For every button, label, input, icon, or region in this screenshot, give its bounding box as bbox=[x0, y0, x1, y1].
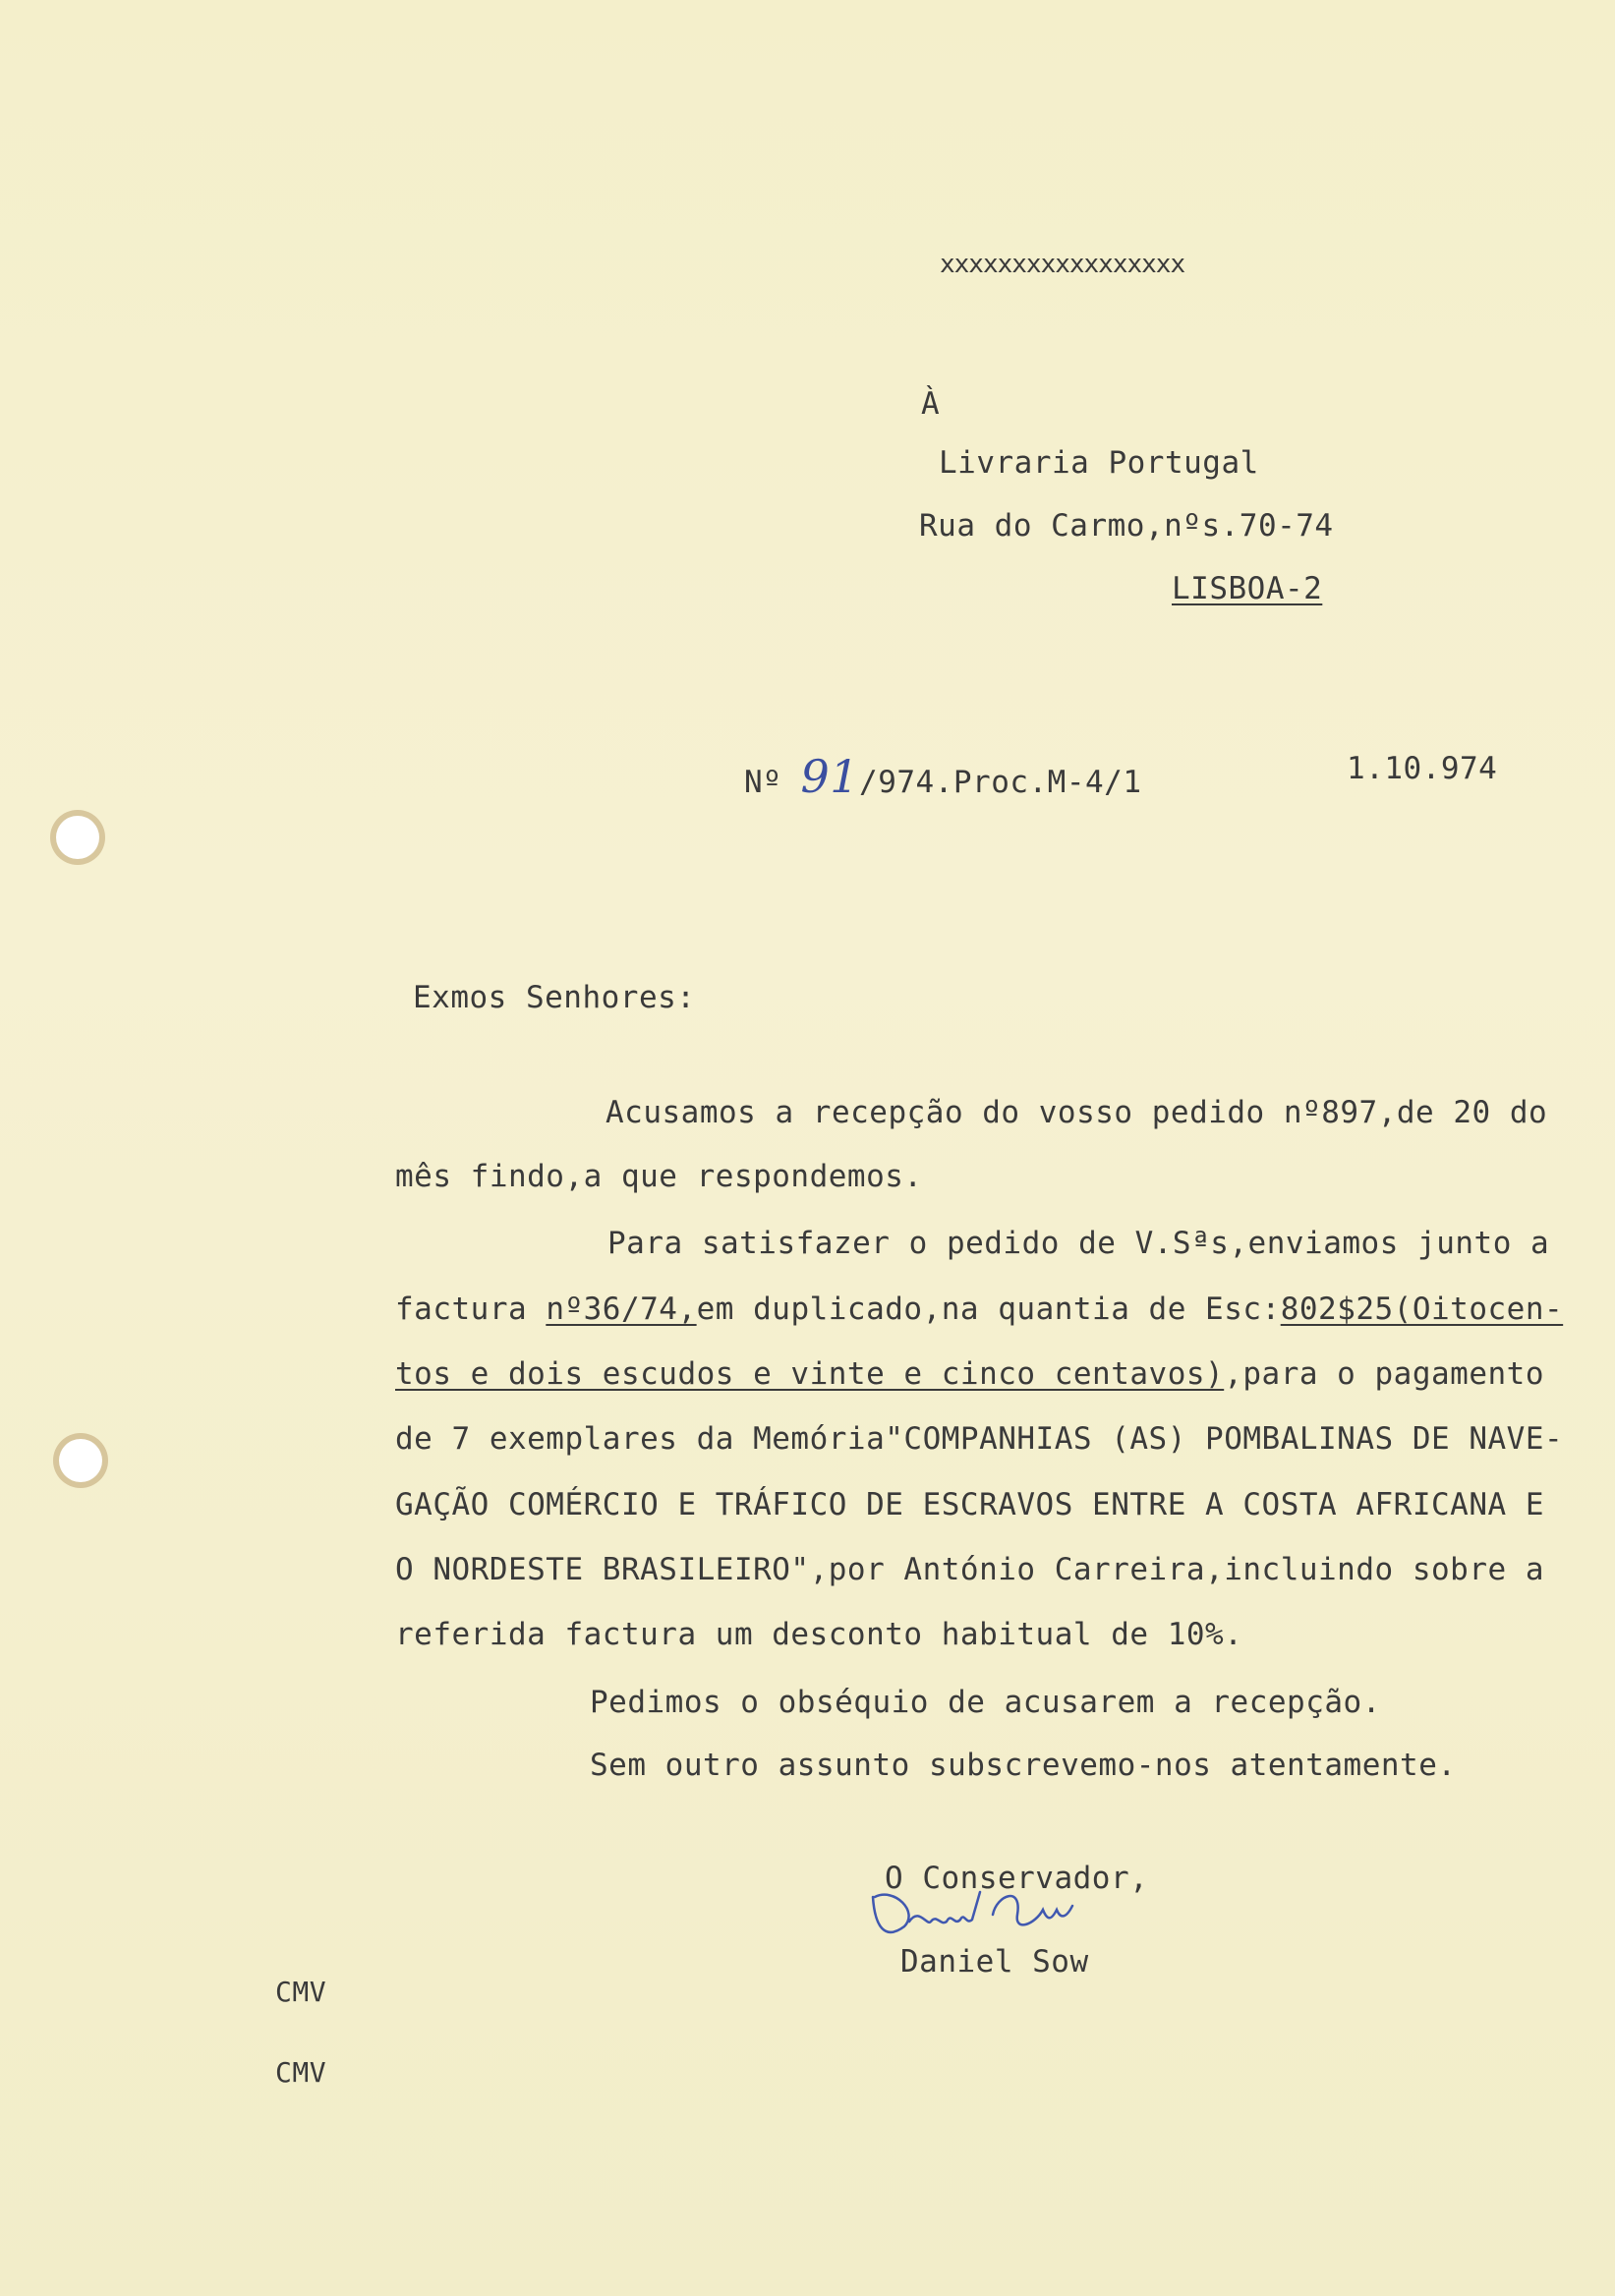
recipient-street: Rua do Carmo,nºs.70-74 bbox=[919, 508, 1334, 544]
recipient-city: LISBOA-2 bbox=[1172, 571, 1323, 606]
punch-hole-top bbox=[56, 816, 99, 859]
body-text: factura bbox=[395, 1292, 547, 1327]
body-line: GAÇÃO COMÉRCIO E TRÁFICO DE ESCRAVOS ENTRE A COSTA AFRICANA E bbox=[395, 1487, 1544, 1522]
body-line: Sem outro assunto subscrevemo-nos atentamente. bbox=[590, 1748, 1457, 1783]
body-line: O NORDESTE BRASILEIRO",por António Carreira,incluindo sobre a bbox=[395, 1552, 1544, 1587]
signatory-name: Daniel Sow bbox=[900, 1944, 1089, 1980]
recipient-name: Livraria Portugal bbox=[939, 445, 1259, 481]
initials: CMV bbox=[275, 2056, 327, 2089]
body-text: ,para o pagamento bbox=[1224, 1356, 1544, 1392]
amount-words: tos e dois escudos e vinte e cinco centavos) bbox=[395, 1356, 1225, 1392]
body-line: Pedimos o obséquio de acusarem a recepção. bbox=[590, 1685, 1381, 1720]
letter-date: 1.10.974 bbox=[1347, 751, 1498, 786]
initials: CMV bbox=[275, 1976, 327, 2008]
recipient-to: À bbox=[921, 386, 941, 422]
body-line: mês findo,a que respondemos. bbox=[395, 1159, 923, 1194]
body-line: referida factura um desconto habitual de 10%. bbox=[395, 1617, 1243, 1652]
body-line bbox=[395, 1294, 1563, 1325]
body-line: de 7 exemplares da Memória"COMPANHIAS (AS) POMBALINAS DE NAVE- bbox=[395, 1421, 1564, 1457]
body-text: em duplicado,na quantia de Esc: bbox=[696, 1292, 1281, 1327]
punch-hole-bottom bbox=[59, 1439, 102, 1482]
body-line bbox=[395, 1356, 1544, 1392]
reference-prefix: Nº bbox=[744, 765, 782, 800]
signature bbox=[865, 1867, 1160, 1956]
closing-title: O Conservador, bbox=[885, 1861, 1149, 1896]
amount: 802$25(Oitocen- bbox=[1280, 1292, 1564, 1327]
invoice-number: nº36/74, bbox=[546, 1292, 697, 1327]
crossed-out-header: xxxxxxxxxxxxxxxxx bbox=[940, 250, 1185, 279]
body-line: Para satisfazer o pedido de V.Sªs,enviamos junto a bbox=[607, 1226, 1550, 1261]
salutation: Exmos Senhores: bbox=[413, 980, 696, 1015]
reference-line bbox=[744, 750, 1142, 803]
signature-icon bbox=[865, 1867, 1160, 1956]
handwritten-number: 91 bbox=[800, 750, 860, 803]
reference-rest: /974.Proc.M-4/1 bbox=[859, 765, 1142, 800]
body-line: Acusamos a recepção do vosso pedido nº897,de 20 do bbox=[606, 1095, 1548, 1130]
